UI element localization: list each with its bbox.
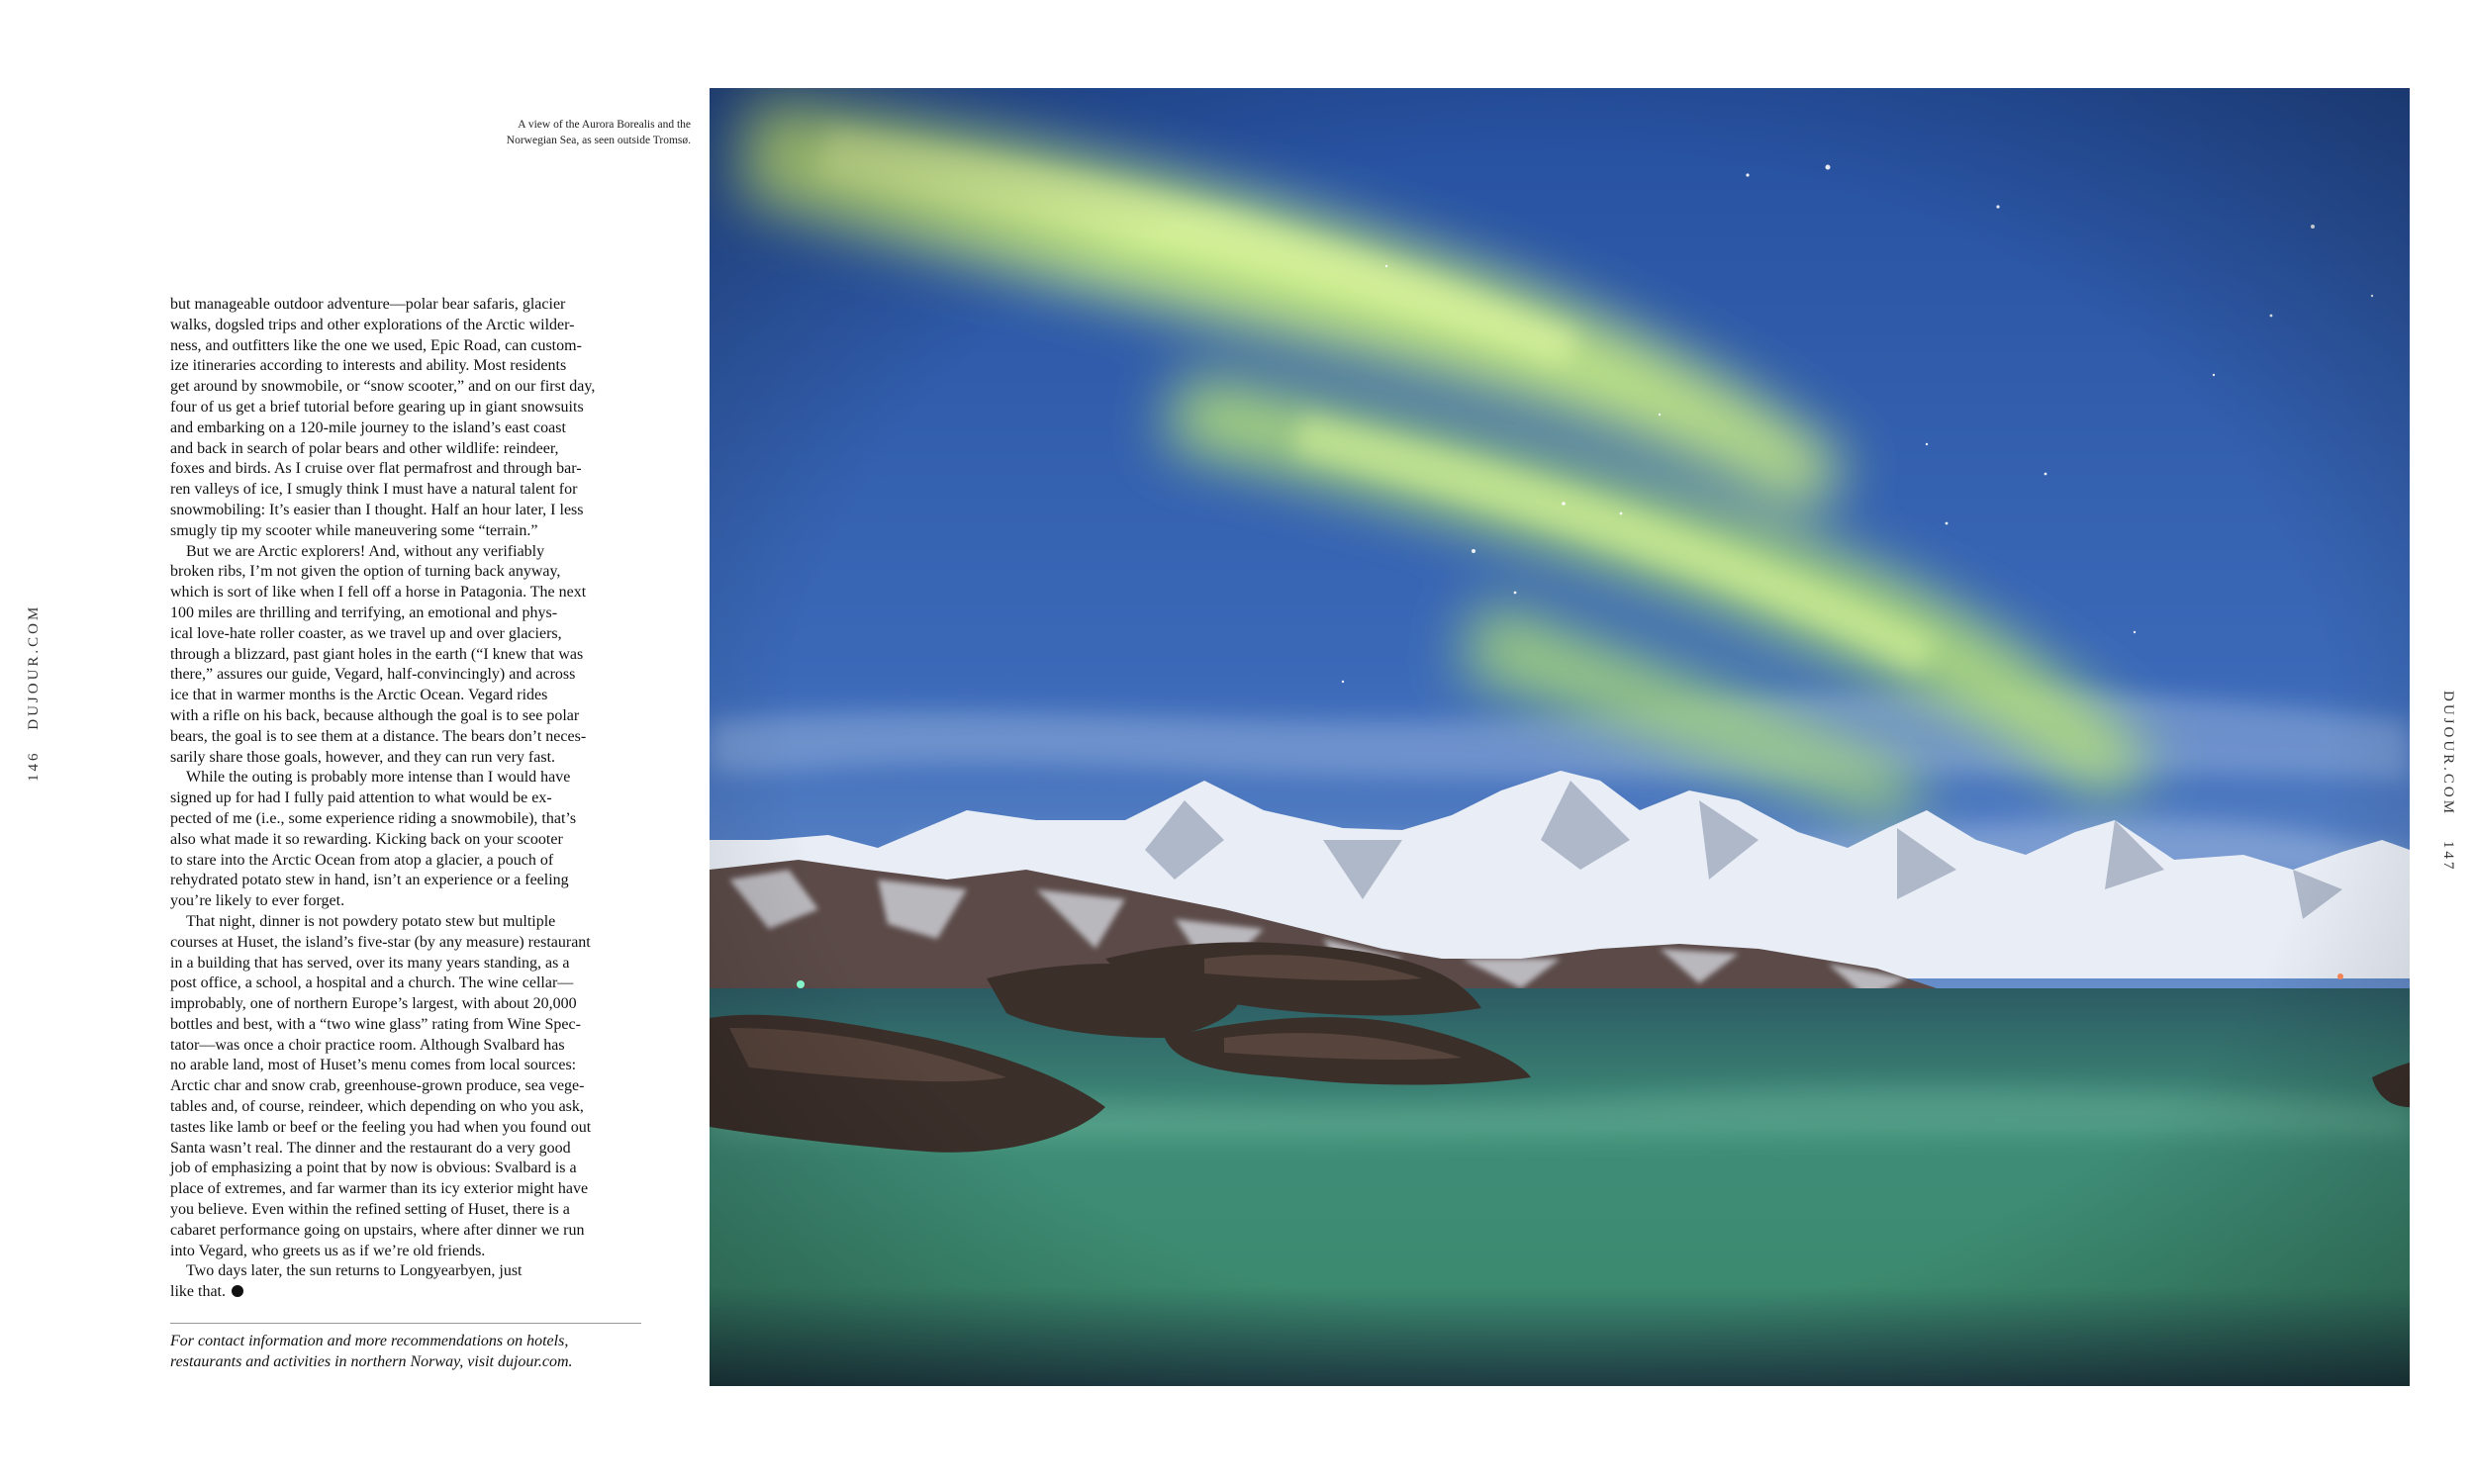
body-line: sarily share those goals, however, and they can run very fast. (170, 748, 556, 766)
body-line: walks, dogsled trips and other explorations of the Arctic wilder- (170, 316, 575, 333)
aurora-photo (710, 88, 2410, 1386)
photo-caption (455, 117, 691, 148)
page-number-right: 147 (2440, 840, 2456, 873)
body-line: That night, dinner is not powdery potato stew but multiple (186, 912, 556, 930)
body-line: rehydrated potato stew in hand, isn’t an experience or a feeling (170, 872, 569, 889)
body-line: no arable land, most of Huset’s menu comes from local sources: (170, 1057, 577, 1074)
body-line: but manageable outdoor adventure—polar bear safaris, glacier (170, 296, 566, 313)
body-line: bottles and best, with a “two wine glass” rating from Wine Spec- (170, 1015, 581, 1033)
body-line: smugly tip my scooter while maneuvering some “terrain.” (170, 521, 538, 539)
folio-right (2439, 691, 2456, 885)
body-line: improbably, one of northern Europe’s largest, with about 20,000 (170, 995, 577, 1013)
body-line: with a rifle on his back, because although the goal is to see polar (170, 706, 580, 724)
body-line: But we are Arctic explorers! And, without any verifiably (186, 542, 545, 560)
body-line: in a building that has served, over its many years standing, as a (170, 954, 570, 972)
body-line: While the outing is probably more intense than I would have (186, 769, 571, 787)
folio-left (26, 591, 43, 782)
body-line: Santa wasn’t real. The dinner and the restaurant do a very good (170, 1139, 571, 1157)
body-line: tables and, of course, reindeer, which depending on who you ask, (170, 1098, 584, 1116)
body-line: four of us get a brief tutorial before gearing up in giant snowsuits (170, 398, 584, 416)
footnote-divider (170, 1323, 641, 1324)
body-line: which is sort of like when I fell off a horse in Patagonia. The next (170, 584, 587, 602)
body-line: 100 miles are thrilling and terrifying, an emotional and phys- (170, 603, 558, 621)
caption-line: A view of the Aurora Borealis and the (518, 119, 691, 131)
body-line: you’re likely to ever forget. (170, 892, 345, 910)
body-line: into Vegard, who greets us as if we’re old friends. (170, 1242, 486, 1259)
body-line: ice that in warmer months is the Arctic Ocean. Vegard rides (170, 687, 548, 704)
end-mark-icon (232, 1285, 243, 1297)
body-line: place of extremes, and far warmer than its icy exterior might have (170, 1180, 589, 1198)
body-line: signed up for had I fully paid attention to what would be ex- (170, 789, 552, 807)
body-line: through a blizzard, past giant holes in the earth (“I knew that was (170, 645, 584, 663)
footnote (170, 1331, 643, 1372)
body-line-text: like that. (170, 1283, 226, 1301)
body-line: bears, the goal is to see them at a distance. The bears don’t neces- (170, 727, 587, 745)
page-number-left: 146 (26, 750, 42, 782)
site-name-right: DUJOUR.COM (2440, 691, 2456, 817)
paragraph-2 (170, 542, 643, 769)
paragraph-3 (170, 768, 643, 912)
body-line: you believe. Even within the refined setting of Huset, there is a (170, 1201, 570, 1219)
body-line: get around by snowmobile, or “snow scooter,” and on our first day, (170, 378, 596, 396)
footnote-line: For contact information and more recommendations on hotels, (170, 1333, 569, 1349)
body-line: snowmobiling: It’s easier than I thought. Half an hour later, I less (170, 501, 584, 518)
site-name-left: DUJOUR.COM (26, 603, 42, 730)
footnote-line: restaurants and activities in northern Norway, visit dujour.com. (170, 1353, 573, 1370)
body-line: there,” assures our guide, Vegard, half-convincingly) and across (170, 666, 576, 684)
paragraph-4 (170, 912, 643, 1262)
body-line: ness, and outfitters like the one we used, Epic Road, can custom- (170, 336, 582, 354)
paragraph-5 (170, 1261, 643, 1303)
body-line-last (170, 1282, 643, 1303)
body-line: Arctic char and snow crab, greenhouse-grown produce, sea vege- (170, 1077, 585, 1095)
body-line: ren valleys of ice, I smugly think I must have a natural talent for (170, 481, 578, 499)
body-line: ical love-hate roller coaster, as we travel up and over glaciers, (170, 624, 562, 642)
body-line: pected of me (i.e., some experience riding a snowmobile), that’s (170, 809, 577, 827)
paragraph-1 (170, 295, 643, 542)
body-line: post office, a school, a hospital and a church. The wine cellar— (170, 974, 574, 992)
body-line: foxes and birds. As I cruise over flat permafrost and through bar- (170, 460, 582, 478)
body-line: tastes like lamb or beef or the feeling you had when you found out (170, 1118, 592, 1136)
body-line: ize itineraries according to interests and ability. Most residents (170, 357, 567, 375)
body-line: job of emphasizing a point that by now is obvious: Svalbard is a (170, 1159, 577, 1177)
body-line: courses at Huset, the island’s five-star (by any measure) restaurant (170, 933, 591, 951)
body-line: and back in search of polar bears and other wildlife: reindeer, (170, 439, 559, 457)
body-line: cabaret performance going on upstairs, where after dinner we run (170, 1221, 585, 1239)
body-line: also what made it so rewarding. Kicking back on your scooter (170, 830, 563, 848)
body-line: and embarking on a 120-mile journey to the island’s east coast (170, 418, 566, 436)
article-body (170, 295, 643, 1303)
caption-line: Norwegian Sea, as seen outside Tromsø. (506, 135, 691, 146)
body-line: broken ribs, I’m not given the option of turning back anyway, (170, 563, 561, 581)
body-line: to stare into the Arctic Ocean from atop a glacier, a pouch of (170, 851, 554, 869)
body-line: Two days later, the sun returns to Longyearbyen, just (186, 1262, 523, 1280)
body-line: tator—was once a choir practice room. Although Svalbard has (170, 1036, 565, 1054)
